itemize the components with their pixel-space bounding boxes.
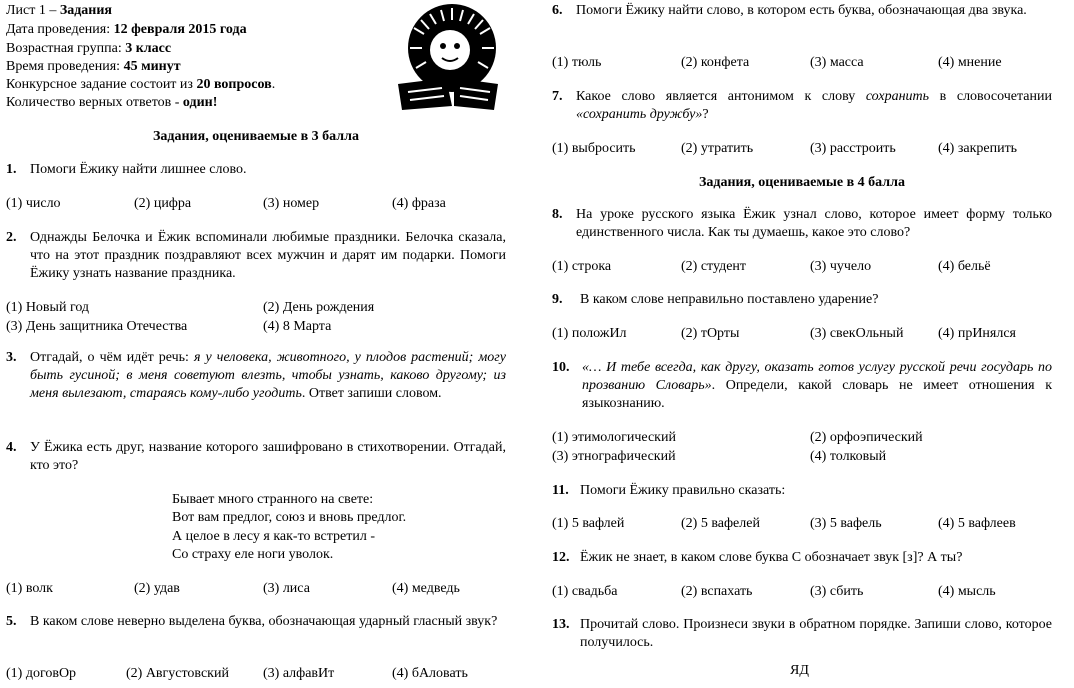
question-10-text: «… И тебе всегда, как другу, оказать готов услугу русской речи государь по прозванию Словарь». Определи, какой словарь не имеет отношения к языкознанию.: [582, 360, 1052, 411]
q8-option-4: (4) бельё: [938, 259, 991, 274]
q9-option-1: (1) положИл: [552, 326, 627, 341]
hedgehog-reading-logo-icon: [394, 2, 504, 110]
poem-line: Со страху еле ноги уволок.: [172, 547, 334, 562]
q9-option-2: (2) тОрты: [681, 326, 740, 341]
q7-option-1: (1) выбросить: [552, 141, 636, 156]
question-12-text: Ёжик не знает, в каком слове буква С обозначает звук [з]? А ты?: [580, 550, 963, 565]
q4-option-2: (2) удав: [134, 581, 180, 596]
q11-option-3: (3) 5 вафель: [810, 516, 882, 531]
question-3-text: Отгадай, о чём идёт речь: я у человека, животного, у плодов растений; могу быть гусиной; в меня советуют влезть, чтобы узнать, каково другому; из меня вылезают, стараясь кому-либо угодить. Ответ запиши словом.: [30, 350, 506, 401]
time-line: Время проведения: 45 минут: [6, 59, 181, 74]
q11-option-2: (2) 5 вафелей: [681, 516, 760, 531]
question-5-text: В каком слове неверно выделена буква, обозначающая ударный гласный звук?: [30, 614, 498, 629]
q9-option-4: (4) прИнялся: [938, 326, 1016, 341]
question-7-text: Какое слово является антонимом к слову сохранить в словосочетании «сохранить дружбу»?: [576, 89, 1053, 122]
question-13-text: Прочитай слово. Произнеси звуки в обратном порядке. Запиши слово, которое получилось.: [580, 617, 1052, 650]
q6-option-1: (1) тюль: [552, 55, 602, 70]
age-group-line: Возрастная группа: 3 класс: [6, 41, 172, 56]
q8-option-2: (2) студент: [681, 259, 747, 274]
question-4-text: У Ёжика есть друг, название которого зашифровано в стихотворении. Отгадай, кто это?: [30, 440, 506, 473]
q8-option-3: (3) чучело: [810, 259, 872, 274]
q4-option-1: (1) волк: [6, 581, 53, 596]
q10-option-3: (3) этнографический: [552, 449, 676, 464]
q12-option-3: (3) сбить: [810, 584, 864, 599]
q11-option-1: (1) 5 вафлей: [552, 516, 625, 531]
riddle-text: я у человека, животного, у плодов растений; могу быть гусиной; в меня советуют влезть, чтобы узнать, каково другому; из меня вылезают, стараясь кому-либо угодить: [30, 350, 506, 401]
question-6-text: Помоги Ёжику найти слово, в котором есть буква, обозначающая два звука.: [576, 3, 1027, 18]
section-heading-3-points: Задания, оцениваемые в 3 балла: [153, 129, 359, 144]
sheet-title: Лист 1 – Задания: [6, 3, 113, 18]
question-2-text: Однажды Белочка и Ёжик вспоминали любимые праздники. Белочка сказала, что на этот праздник поздравляют всех мужчин и дарят им подарки. Помоги Ёжику узнать название праздника.: [30, 230, 506, 281]
section-heading-4-points: Задания, оцениваемые в 4 балла: [699, 175, 905, 190]
question-9-text: В каком слове неправильно поставлено ударение?: [580, 292, 879, 307]
q12-option-2: (2) вспахать: [681, 584, 753, 599]
q7-option-3: (3) расстроить: [810, 141, 896, 156]
q10-option-1: (1) этимологический: [552, 430, 676, 445]
q2-option-3: (3) День защитника Отечества: [6, 319, 188, 334]
poem-line: А целое в лесу я как-то встретил -: [172, 529, 376, 544]
q8-option-1: (1) строка: [552, 259, 612, 274]
q11-option-4: (4) 5 вафлеев: [938, 516, 1016, 531]
q4-option-3: (3) лиса: [263, 581, 310, 596]
q5-option-3: (3) алфавИт: [263, 666, 335, 681]
q1-option-1: (1) число: [6, 196, 61, 211]
poem-line: Вот вам предлог, союз и вновь предлог.: [172, 510, 407, 525]
question-1-text: Помоги Ёжику найти лишнее слово.: [30, 162, 247, 177]
q6-option-2: (2) конфета: [681, 55, 750, 70]
q5-option-4: (4) бАловать: [392, 666, 468, 681]
q1-option-2: (2) цифра: [134, 196, 192, 211]
poem-line: Бывает много странного на свете:: [172, 492, 374, 507]
date-line: Дата проведения: 12 февраля 2015 года: [6, 22, 247, 37]
question-8-text: На уроке русского языка Ёжик узнал слово, которое имеет форму только единственного числа. Как ты думаешь, какое это слово?: [576, 207, 1052, 240]
q12-option-4: (4) мысль: [938, 584, 996, 599]
q6-option-4: (4) мнение: [938, 55, 1002, 70]
q2-option-4: (4) 8 Марта: [263, 319, 332, 334]
q2-option-2: (2) День рождения: [263, 300, 375, 315]
answers-line: Количество верных ответов - один!: [6, 95, 218, 110]
q5-option-1: (1) договОр: [6, 666, 77, 681]
q10-option-2: (2) орфоэпический: [810, 430, 923, 445]
q1-option-3: (3) номер: [263, 196, 320, 211]
question-11-text: Помоги Ёжику правильно сказать:: [580, 483, 786, 498]
q7-option-4: (4) закрепить: [938, 141, 1018, 156]
q1-option-4: (4) фраза: [392, 196, 446, 211]
answer-word: ЯД: [790, 663, 809, 678]
q4-option-4: (4) медведь: [392, 581, 460, 596]
q10-option-4: (4) толковый: [810, 449, 887, 464]
q5-option-2: (2) Августовский: [126, 666, 229, 681]
q12-option-1: (1) свадьба: [552, 584, 618, 599]
q2-option-1: (1) Новый год: [6, 300, 90, 315]
q9-option-3: (3) свекОльный: [810, 326, 904, 341]
contest-line: Конкурсное задание состоит из 20 вопросов.: [6, 77, 276, 92]
q7-option-2: (2) утратить: [681, 141, 754, 156]
q6-option-3: (3) масса: [810, 55, 864, 70]
